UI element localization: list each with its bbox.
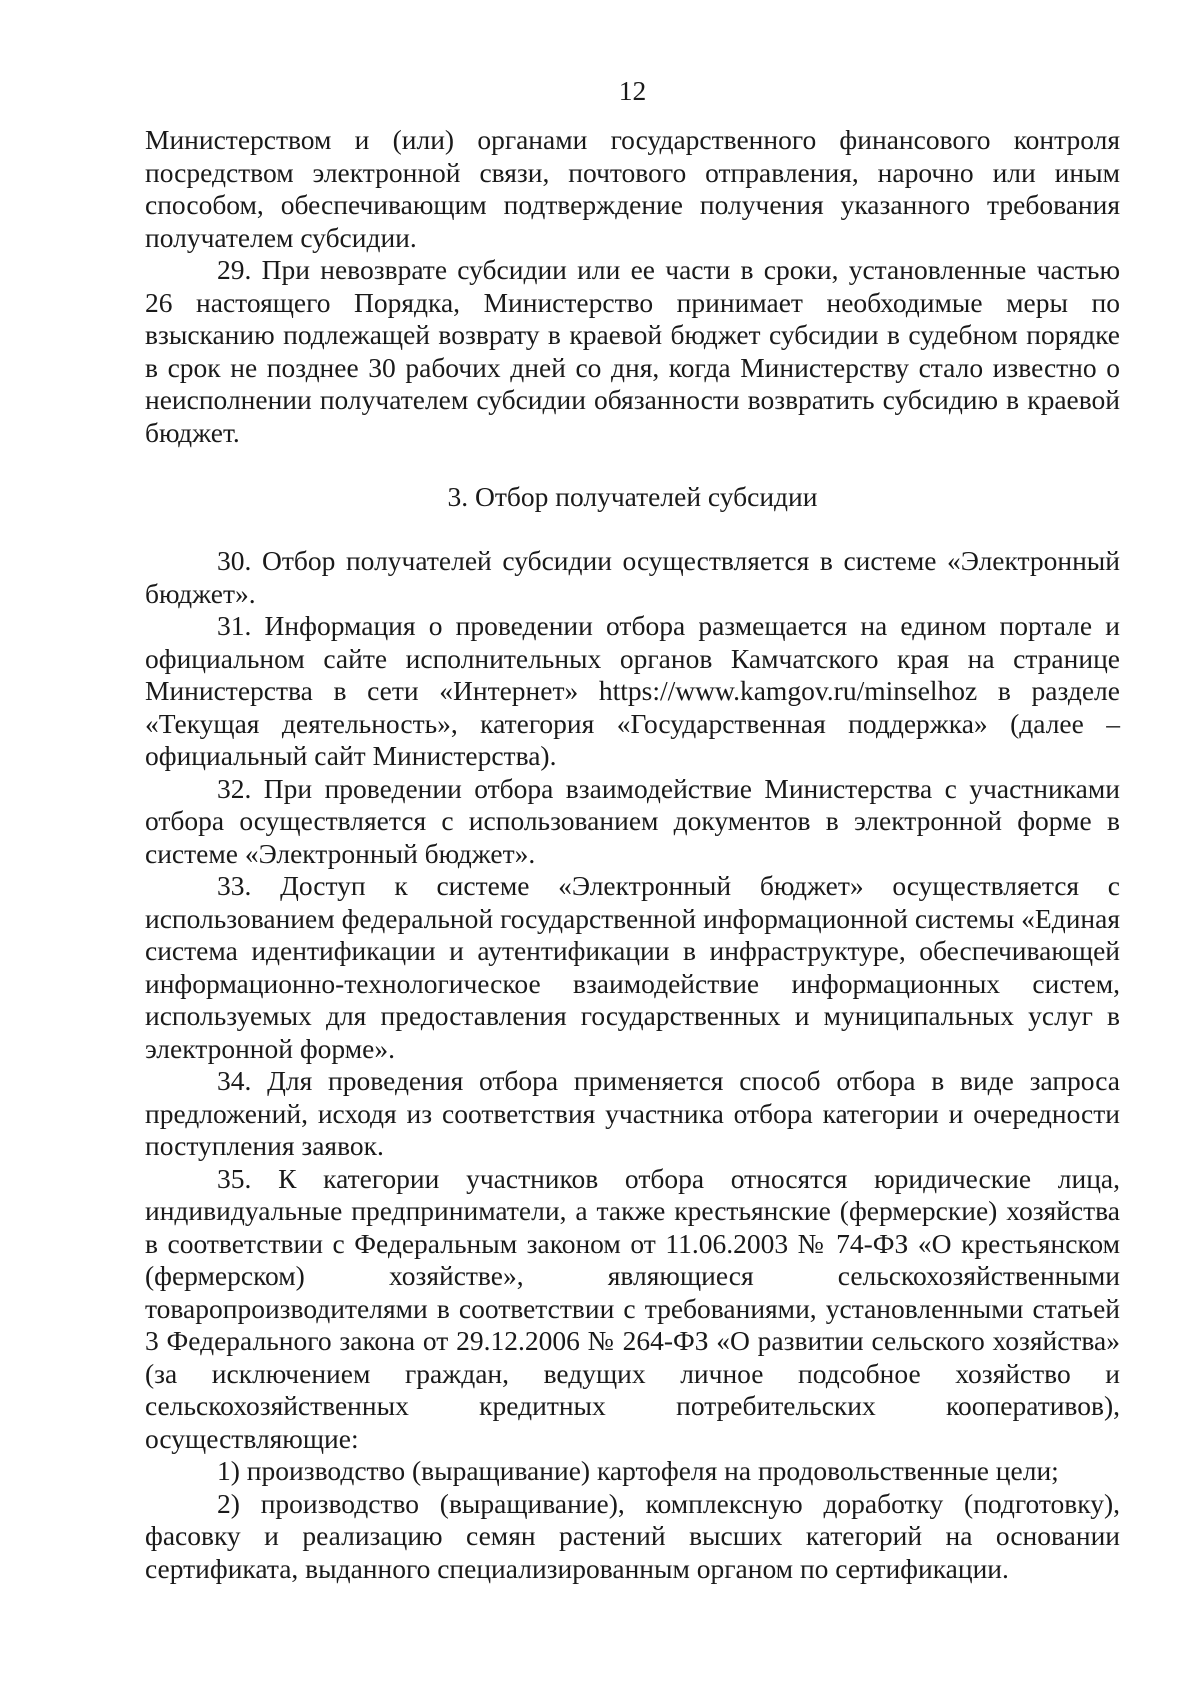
paragraph-33: 33. Доступ к системе «Электронный бюджет» осуществляется с использованием федеральной государственной информационной системы «Единая система идентификации и аутентификации в инфраструктуре, обеспечивающей информационно-технологическое взаимодействие информационных систем, используемых для предоставления государственных и муниципальных услуг в электронной форме». (145, 870, 1120, 1064)
section-title: 3. Отбор получателей субсидии (447, 481, 818, 512)
paragraph-30: 30. Отбор получателей субсидии осуществляется в системе «Электронный бюджет». (145, 545, 1120, 609)
paragraph-34: 34. Для проведения отбора применяется способ отбора в виде запроса предложений, исходя из соответствия участника отбора категории и очередности поступления заявок. (145, 1065, 1120, 1161)
paragraph-continuation: Министерством и (или) органами государственного финансового контроля посредством электронной связи, почтового отправления, нарочно или иным способом, обеспечивающим подтверждение получения указанного требования получателем субсидии. (145, 124, 1120, 253)
paragraph-29: 29. При невозврате субсидии или ее части в сроки, установленные частью 26 настоящего Порядка, Министерство принимает необходимые меры по взысканию подлежащей возврату в краевой бюджет субсидии в судебном порядке в срок не позднее 30 рабочих дней со дня, когда Министерству стало известно о неисполнении получателем субсидии обязанности возвратить субсидию в краевой бюджет. (145, 254, 1120, 448)
list-item-2: 2) производство (выращивание), комплексную доработку (подготовку), фасовку и реализацию семян растений высших категорий на основании сертификата, выданного специализированным органом по сертификации. (145, 1487, 1120, 1584)
paragraph-31: 31. Информация о проведении отбора размещается на едином портале и официальном сайте исполнительных органов Камчатского края на странице Министерства в сети «Интернет» https://www.kamgov.ru/minselhoz в разделе «Текущая деятельность», категория «Государственная поддержка» (далее – официальный сайт Министерства). (145, 610, 1120, 771)
list-item-1: 1) производство (выращивание) картофеля на продовольственные цели; (217, 1455, 1059, 1486)
paragraph-35: 35. К категории участников отбора относятся юридические лица, индивидуальные предприниматели, а также крестьянские (фермерские) хозяйства в соответствии с Федеральным законом от 11.06.2003 № 74-ФЗ «О крестьянском (фермерском) хозяйстве», являющиеся сельскохозяйственными товаропроизводителями в соответствии с требованиями, установленными статьей 3 Федерального закона от 29.12.2006 № 264-ФЗ «О развитии сельского хозяйства» (за исключением граждан, ведущих личное подсобное хозяйство и сельскохозяйственных кредитных потребительских кооперативов), осуществляющие: (145, 1162, 1120, 1454)
document-page (145, 62, 1120, 1585)
page-number: 12 (618, 75, 647, 106)
paragraph-32: 32. При проведении отбора взаимодействие Министерства с участниками отбора осуществляется с использованием документов в электронной форме в системе «Электронный бюджет». (145, 772, 1120, 869)
